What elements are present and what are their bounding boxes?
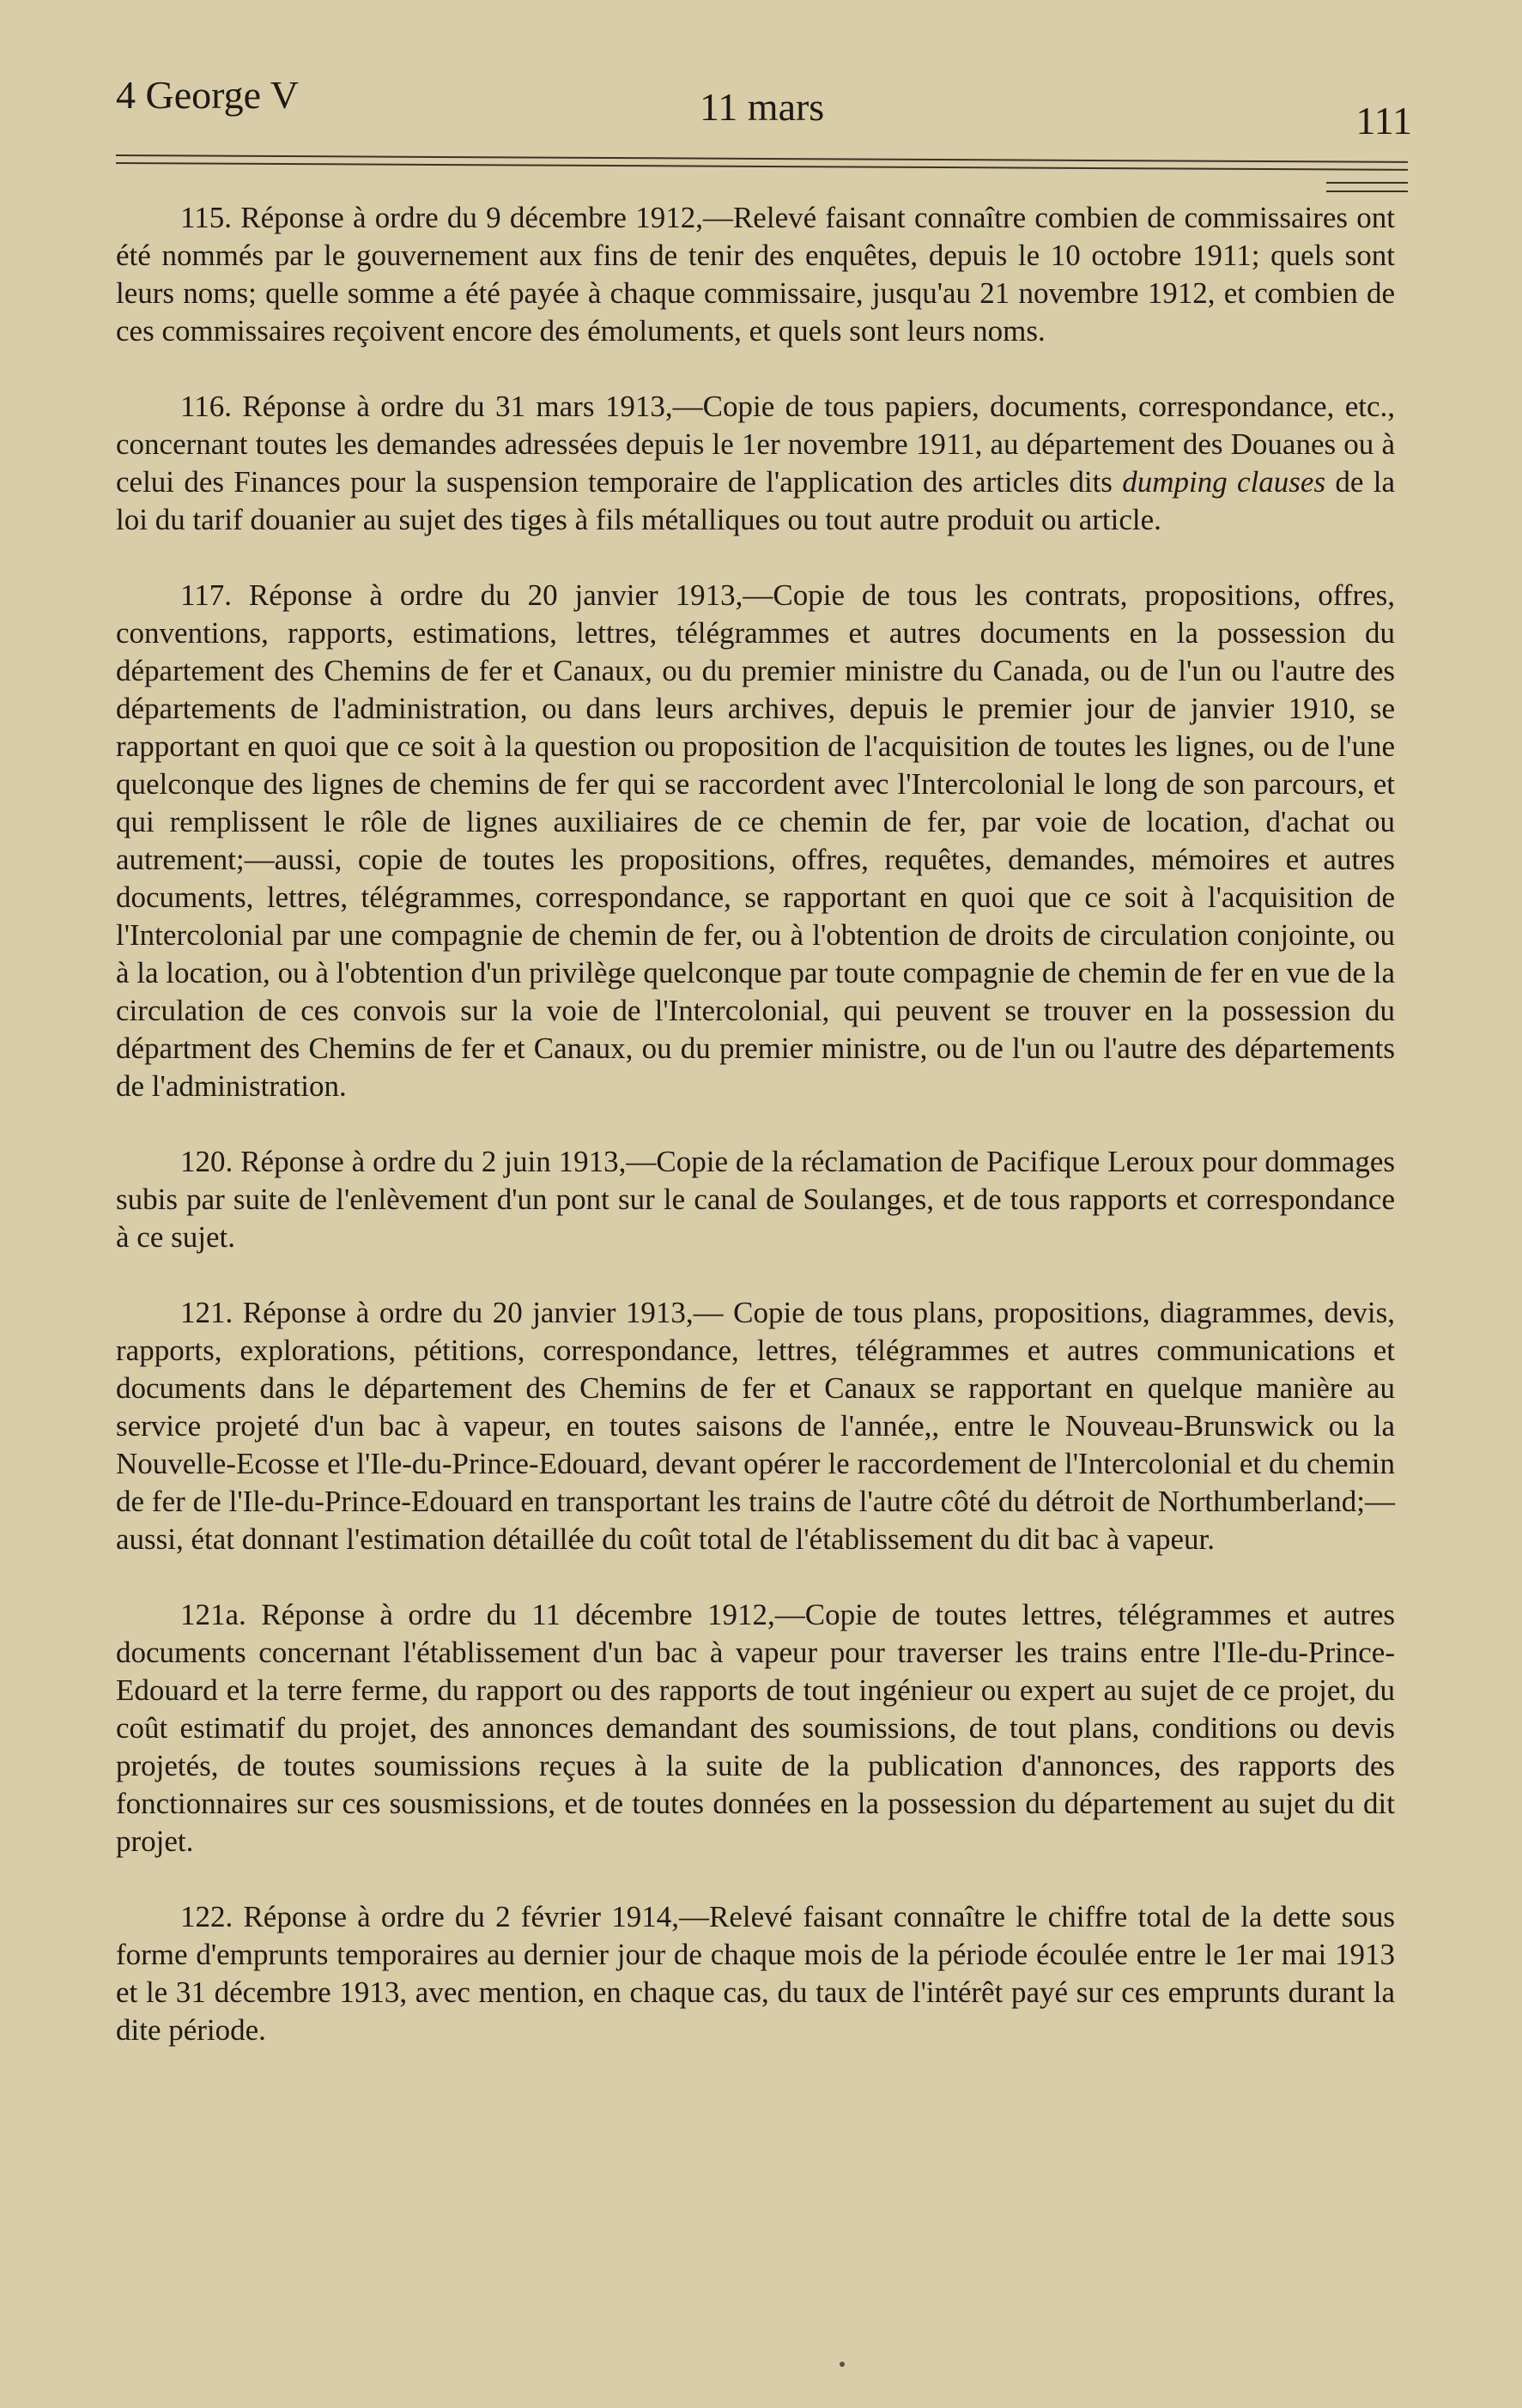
header-rule-short-top [1326, 182, 1408, 184]
entry-122 [116, 1898, 1395, 2049]
entry-text: Réponse à ordre du 11 décembre 1912,—Copie de toutes lettres, télégrammes et autres documents concernant l'établissement d'un bac à vapeur pour traverser les trains entre l'Ile-du-Prince-Edouard et la terre ferme, du rapport ou des rapports de tout ingénieur ou expert au sujet de ce projet, du coût estimatif du projet, des annonces demandant des soumissions, de tout plans, conditions ou devis projetés, de toutes soumissions reçues à la suite de la publication d'annonces, des rapports des fonctionnaires sur ces sousmissions, et de toutes données en la possession du département au sujet du dit projet. [116, 1598, 1395, 1858]
entry-text: Réponse à ordre du 2 juin 1913,—Copie de la réclamation de Pacifique Leroux pour dommages subis par suite de l'enlèvement d'un pont sur le canal de Soulanges, et de tous rapports et correspondance à ce sujet. [116, 1145, 1395, 1254]
entry-number: 115. [180, 201, 232, 234]
entry-120 [116, 1143, 1395, 1256]
entries-list [116, 199, 1395, 2087]
entry-text: Réponse à ordre du 20 janvier 1913,— Copie de tous plans, propositions, diagrammes, devis, rapports, explorations, pétitions, correspondance, lettres, télégrammes et autres communications et documents dans le département des Chemins de fer et Canaux se rapportant en quelque manière au service projeté d'un bac à vapeur, en toutes saisons de l'année,, entre le Nouveau-Brunswick ou la Nouvelle-Ecosse et l'Ile-du-Prince-Edouard, devant opérer le raccordement de l'Intercolonial et du chemin de fer de l'Ile-du-Prince-Edouard en transportant les trains de l'autre côté du détroit de Northumberland;—aussi, état donnant l'estimation détaillée du coût total de l'établissement du dit bac à vapeur. [116, 1296, 1396, 1556]
entry-text: Réponse à ordre du 9 décembre 1912,—Relevé faisant connaître combien de commissaires ont été nommés par le gouvernement aux fins de tenir des enquêtes, depuis le 10 octobre 1911; quels sont leurs noms; quelle somme a été payée à chaque commissaire, jusqu'au 21 novembre 1912, et combien de ces commissaires reçoivent encore des émoluments, et quels sont leurs noms. [116, 201, 1395, 348]
header-regnal-year: 4 George V [116, 73, 299, 117]
entry-text: Réponse à ordre du 20 janvier 1913,—Copie de tous les contrats, propositions, offres, conventions, rapports, estimations, lettres, télégrammes et autres documents en la possession du département des Chemins de fer et Canaux, ou du premier ministre du Canada, ou de l'un ou l'autre des départements de l'administration, ou dans leurs archives, depuis le premier jour de janvier 1910, se rapportant en quoi que ce soit à la question ou proposition de l'acquisition de toutes les lignes, ou de l'une quelconque des lignes de chemins de fer qui se raccordent avec l'Intercolonial le long de son parcours, et qui remplissent le rôle de lignes auxiliaires de ce chemin de fer, par voie de location, d'achat ou autrement;—aussi, copie de toutes les propositions, offres, requêtes, demandes, mémoires et autres documents, lettres, télégrammes, correspondance, se rapportant en quoi que ce soit à l'acquisition de l'Intercolonial par une compagnie de chemin de fer, ou à l'obtention de droits de circulation conjointe, ou à la location, ou à l'obtention d'un privilège quelconque par toute compagnie de chemin de fer en vue de la circulation de ces convois sur la voie de l'Intercolonial, qui peuvent se trouver en la possession du départment des Chemins de fer et Canaux, ou du premier ministre, ou de l'un ou l'autre des départements de l'administration. [116, 578, 1396, 1103]
page-number: 111 [1355, 99, 1412, 142]
entry-117 [116, 577, 1395, 1105]
footer-mark [840, 2362, 845, 2367]
entry-121 [116, 1294, 1395, 1558]
entry-number: 116. [180, 390, 232, 423]
page-header [116, 60, 1412, 142]
italic-term: dumping clauses [1122, 465, 1326, 499]
entry-115 [116, 199, 1395, 350]
entry-text: Réponse à ordre du 2 février 1914,—Relevé faisant connaître le chiffre total de la dette sous forme d'emprunts temporaires au dernier jour de chaque mois de la période écoulée entre le 1er mai 1913 et le 31 décembre 1913, avec mention, en chaque cas, du taux de l'intérêt payé sur ces emprunts durant la dite période. [116, 1900, 1395, 2047]
header-date: 11 mars [700, 85, 825, 129]
header-rule-short-bottom [1326, 191, 1408, 192]
header-rule-top [116, 154, 1408, 163]
entry-number: 117. [180, 578, 232, 612]
header-rule-bottom [116, 162, 1408, 171]
entry-number: 121a. [180, 1598, 246, 1631]
entry-number: 121. [180, 1296, 233, 1329]
entry-number: 122. [180, 1900, 233, 1933]
entry-text: Réponse à ordre du 31 mars 1913,—Copie de tous papiers, documents, correspondance, etc., concernant toutes les demandes adressées depuis le 1er novembre 1911, au département des Douanes ou à celui des Finances pour la suspension temporaire de l'application des articles dits dumping clauses de la loi du tarif douanier au sujet des tiges à fils métalliques ou tout autre produit ou article. [116, 390, 1396, 536]
entry-121a [116, 1596, 1395, 1860]
entry-116 [116, 388, 1395, 539]
entry-number: 120. [180, 1145, 233, 1178]
